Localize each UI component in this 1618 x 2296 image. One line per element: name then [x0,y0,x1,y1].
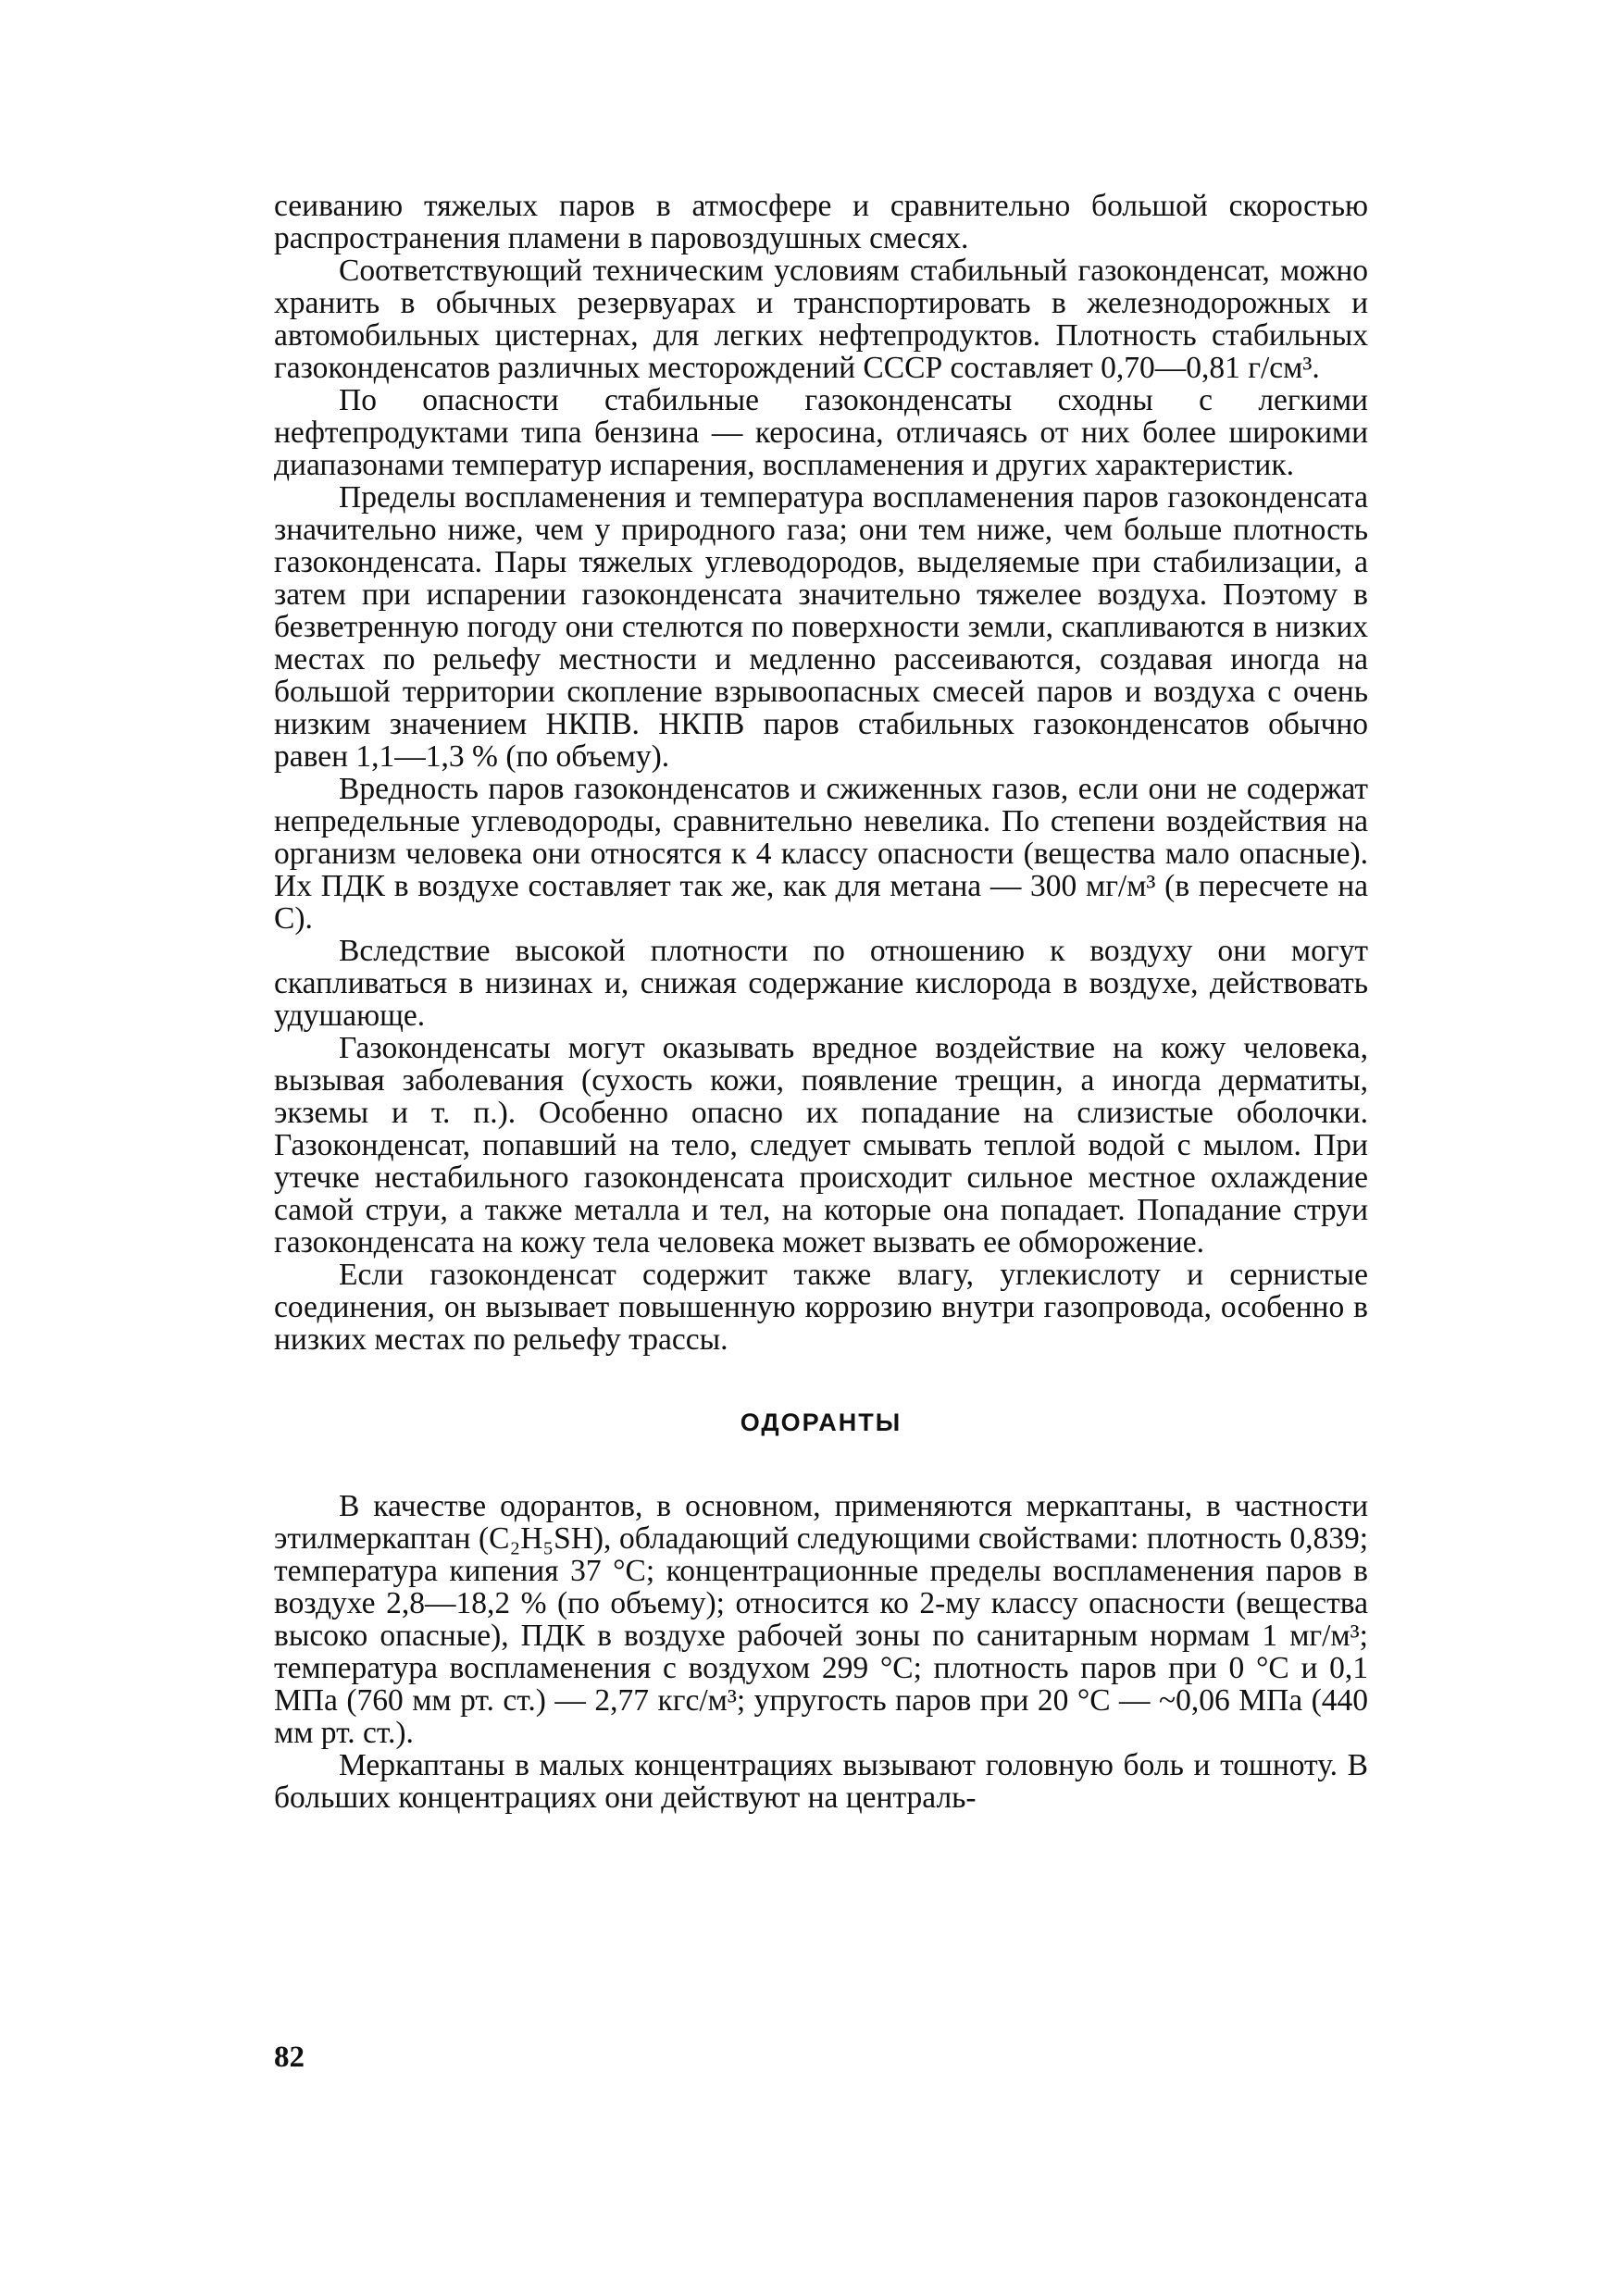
paragraph-continued: сеиванию тяжелых паров в атмосфере и сравнительно большой скоростью распространения пламени в паровоздушных смесях. [274,189,1368,255]
paragraph-storage: Соответствующий техническим условиям стабильный газоконденсат, можно хранить в обычных резервуарах и транспортировать в железнодорожных и автомобильных цистернах, для легких нефтепродуктов. Плотность стабильных газоконденсатов различных месторождений СССР составляет 0,70—0,81 г/см³. [274,254,1368,385]
paragraph-ignition-limits: Пределы воспламенения и температура воспламенения паров газоконденсата значительно ниже, чем у природного газа; они тем ниже, чем больше плотность газоконденсата. Пары тяжелых углеводородов, выделяемые при стабилизации, а затем при испарении газоконденсата значительно тяжелее воздуха. Поэтому в безветренную погоду они стелются по поверхности земли, скапливаются в низких местах по рельефу местности и медленно рассеиваются, создавая иногда на большой территории скопление взрывоопасных смесей паров и воздуха с очень низким значением НКПВ. НКПВ паров стабильных газоконденсатов обычно равен 1,1—1,3 % (по объему). [274,480,1368,774]
page-content [274,190,1368,1814]
section-text-upper [274,190,1368,1356]
paragraph-corrosion: Если газоконденсат содержит также влагу, углекислоту и сернистые соединения, он вызывает повышенную коррозию внутри газопровода, особенно в низких местах по рельефу трассы. [274,1258,1368,1357]
paragraph-mercaptan-effects: Меркаптаны в малых концентрациях вызывают головную боль и тошноту. В больших концентрациях они действуют на централь- [274,1748,1368,1815]
paragraph-toxicity: Вредность паров газоконденсатов и сжиженных газов, если они не содержат непредельные углеводороды, сравнительно невелика. По степени воздействия на организм человека они относятся к 4 классу опасности (вещества мало опасные). Их ПДК в воздухе составляет так же, как для метана — 300 мг/м³ (в пересчете на С). [274,772,1368,936]
paragraph-odorant-properties: В качестве одорантов, в основном, применяются меркаптаны, в частности этилмеркаптан (C₂H₅SH), обладающий следующими свойствами: плотность 0,839; температура кипения 37 °С; концентрационные пределы воспламенения паров в воздухе 2,8—18,2 % (по объему); относится ко 2-му классу опасности (вещества высоко опасные), ПДК в воздухе рабочей зоны по санитарным нормам 1 мг/м³; температура воспламенения с воздухом 299 °С; плотность паров при 0 °С и 0,1 МПа (760 мм рт. ст.) — 2,77 кгс/м³; упругость паров при 20 °С — ~0,06 МПа (440 мм рт. ст.). [274,1489,1368,1750]
section-heading: ОДОРАНТЫ [740,1409,902,1436]
page-number: 82 [274,2041,305,2074]
paragraph-skin-effects: Газоконденсаты могут оказывать вредное воздействие на кожу человека, вызывая заболевания (сухость кожи, появление трещин, а иногда дерматиты, экземы и т. п.). Особенно опасно их попадание на слизистые оболочки. Газоконденсат, попавший на тело, следует смывать теплой водой с мылом. При утечке нестабильного газоконденсата происходит сильное местное охлаждение самой струи, а также металла и тел, на которые она попадает. Попадание струи газоконденсата на кожу тела человека может вызвать ее обморожение. [274,1031,1368,1260]
paragraph-hazard-comparison: По опасности стабильные газоконденсаты сходны с легкими нефтепродуктами типа бензина — керосина, отличаясь от них более широкими диапазонами температур испарения, воспламенения и других характеристик. [274,383,1368,482]
section-text-lower [274,1490,1368,1814]
paragraph-asphyxiation: Вследствие высокой плотности по отношению к воздуху они могут скапливаться в низинах и, снижая содержание кислорода в воздухе, действовать удушающе. [274,934,1368,1033]
